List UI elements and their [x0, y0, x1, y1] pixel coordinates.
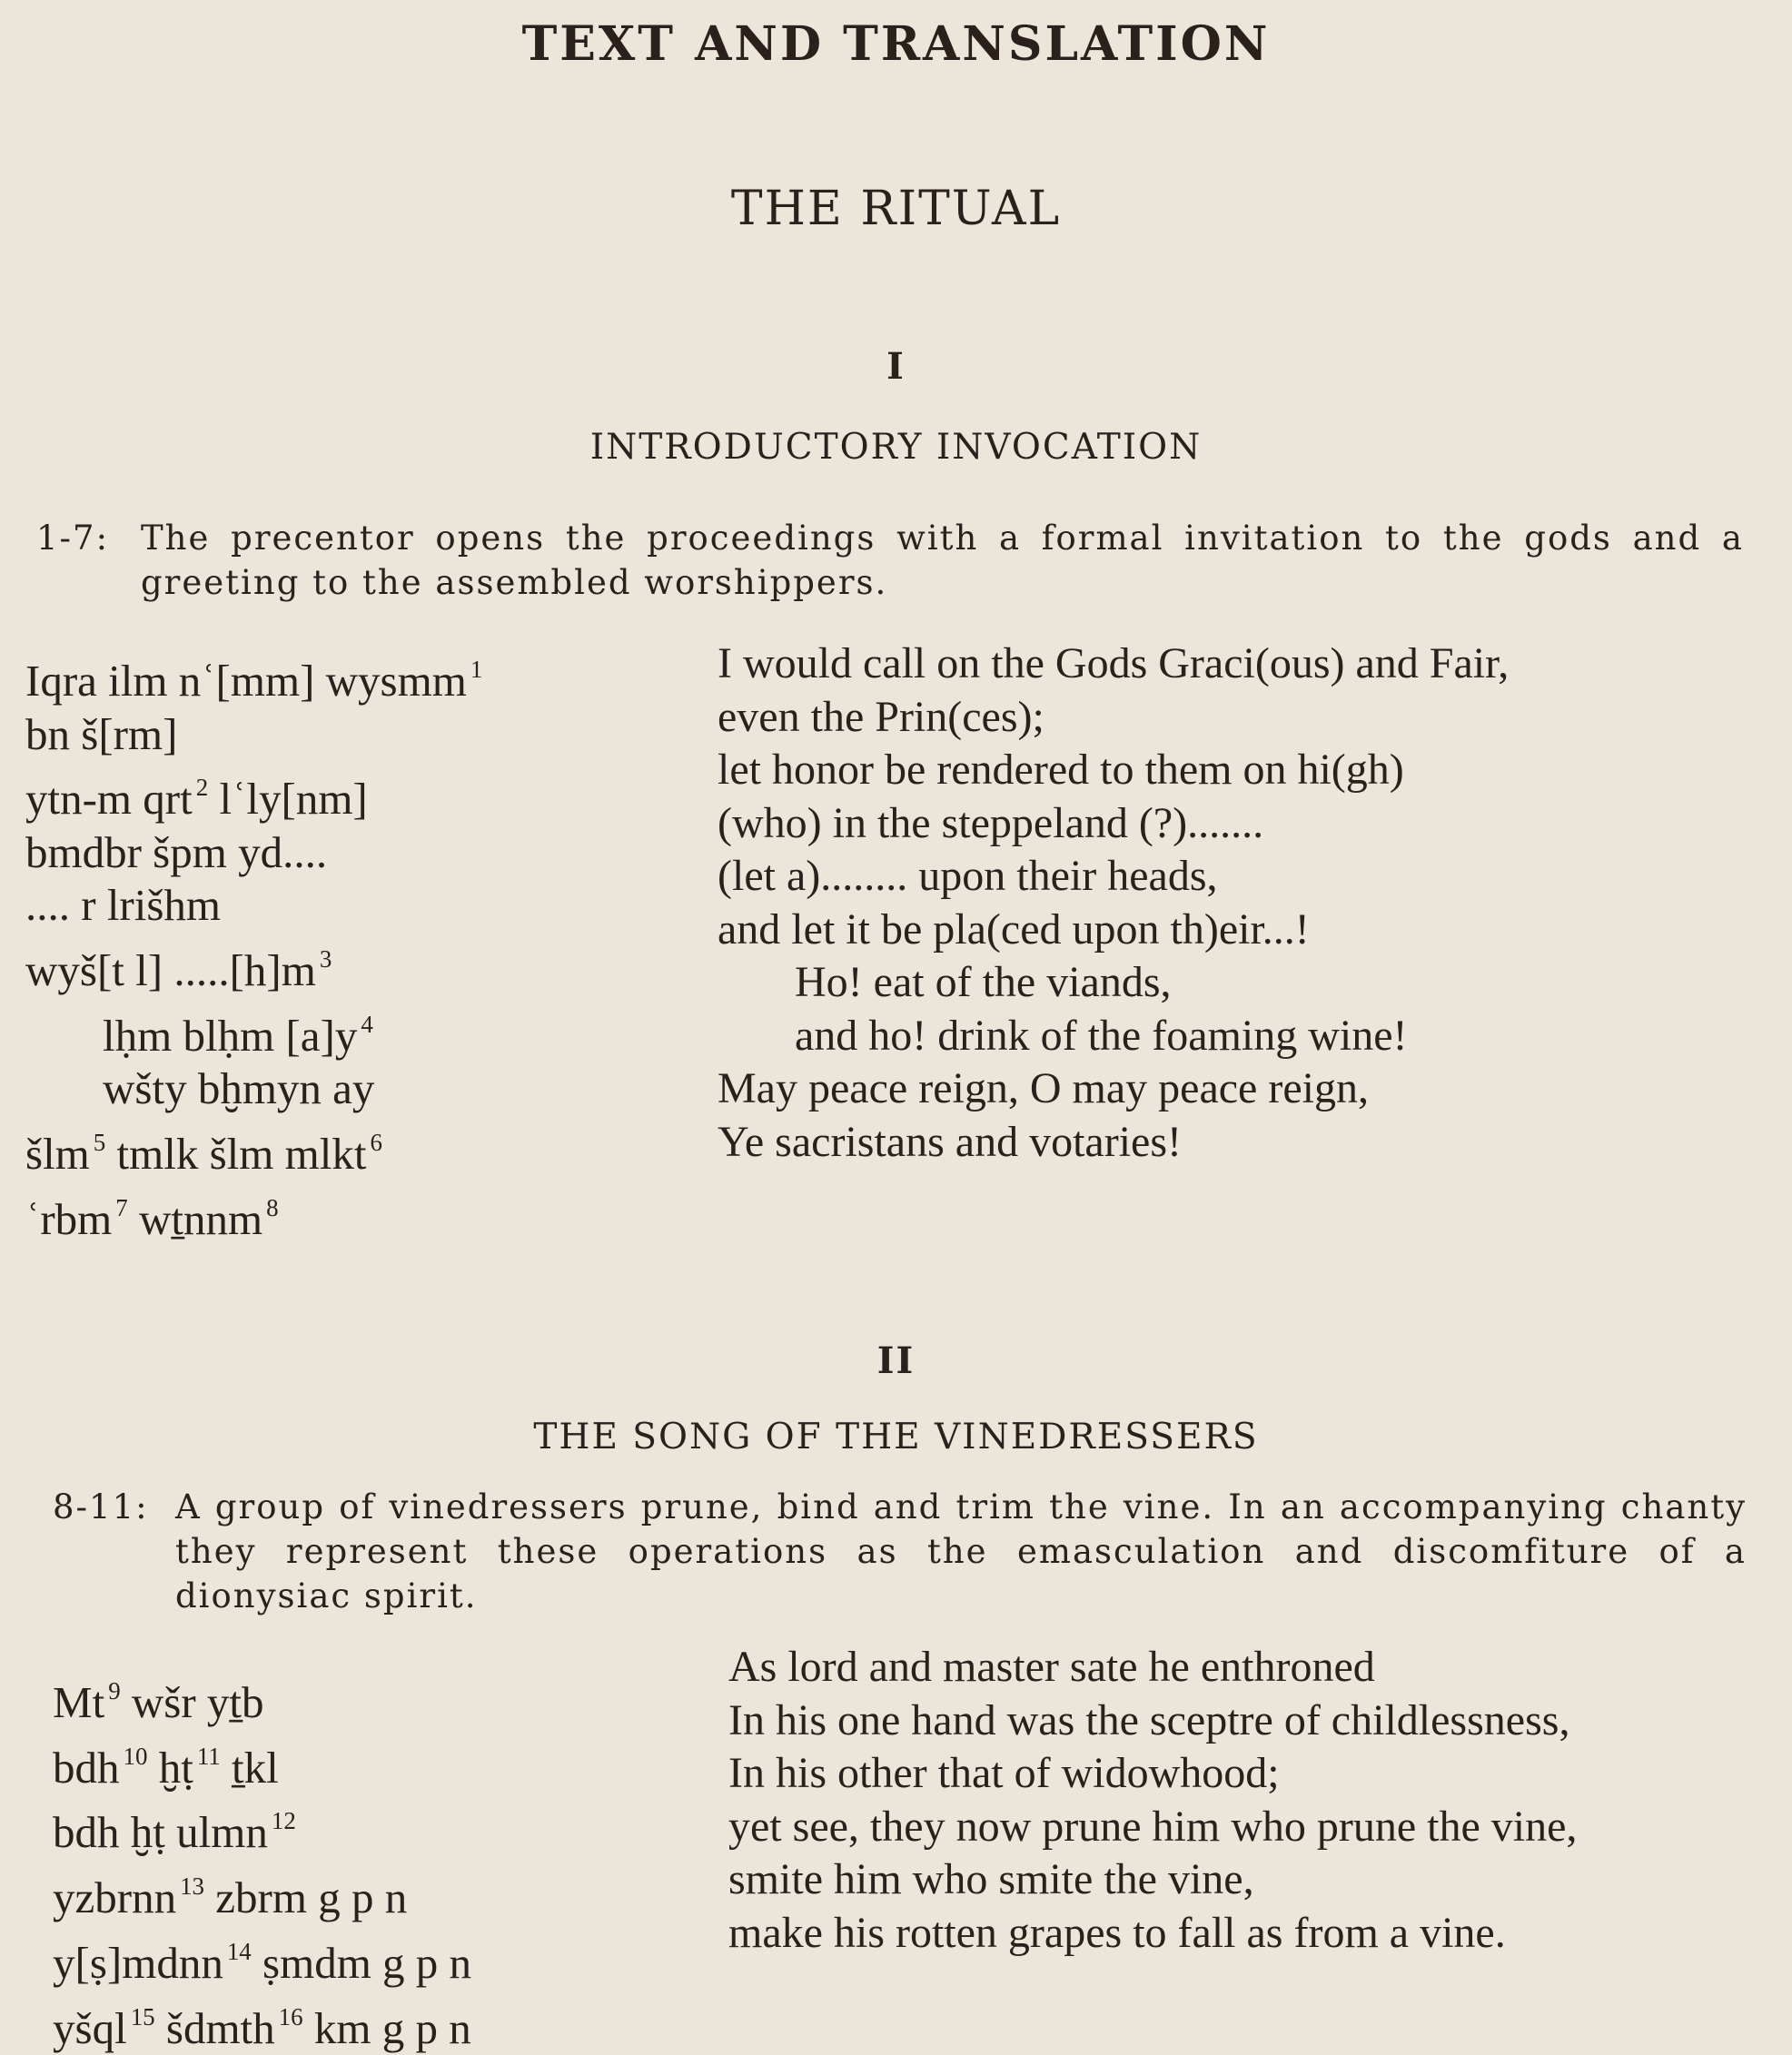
translation-line: even the Prin(ces);	[718, 692, 1045, 741]
ugaritic-text-column	[53, 1665, 471, 2055]
section-heading: THE SONG OF THE VINEDRESSERS	[533, 1417, 1259, 1457]
translation-line: Ho! eat of the viands,	[795, 958, 1172, 1006]
note-line-range: 8-11:	[53, 1487, 149, 1526]
translation-line: As lord and master sate he enthroned	[728, 1643, 1375, 1691]
text-line: ytn-m qrt $^2$ lʿly[nm]	[25, 774, 368, 825]
section-numeral: I	[886, 345, 906, 388]
section-heading: INTRODUCTORY INVOCATION	[589, 427, 1203, 468]
text-line: Iqra ilm nʿ[mm] wysmm $^1$	[25, 656, 483, 706]
text-line: y[ṣ]mdnn $^{14}$ ṣmdm g p n	[53, 1937, 472, 1989]
text-line: bdh $^{10}$ ḫṭ $^{11}$ ṯkl	[53, 1742, 279, 1793]
note-text: A group of vinedressers prune, bind and trim the vine. In an accompanying chanty they represent these operations as the emasculation and discomfiture of a dionysiac spirit.	[175, 1487, 1747, 1615]
text-line: bn š[rm]	[25, 708, 178, 759]
translation-line: (who) in the steppeland (?).......	[718, 798, 1264, 847]
translation-line: and let it be pla(ced upon th)eir...!	[718, 904, 1310, 953]
section-numeral: II	[876, 1339, 916, 1382]
translation-column	[728, 1641, 1577, 1960]
text-line: yzbrnn $^{13}$ zbrm g p n	[53, 1872, 408, 1923]
text-line: lḥm blḥm [a]y $^4$	[103, 1010, 373, 1061]
text-line: šlm $^5$ tmlk šlm mlkt $^6$	[25, 1128, 382, 1180]
text-line: yšql $^{15}$ šdmth $^{16}$ km g p n	[53, 2002, 471, 2053]
section-note	[36, 516, 1744, 616]
text-line: bdh ḫṭ ulmn $^{12}$	[53, 1807, 296, 1858]
text-line: Mt $^9$ wšr yṯb	[53, 1677, 264, 1728]
translation-column	[718, 637, 1509, 1169]
translation-line: (let a)........ upon their heads,	[718, 852, 1218, 900]
translation-line: make his rotten grapes to fall as from a vine.	[728, 1908, 1506, 1957]
translation-line: Ye sacristans and votaries!	[718, 1117, 1183, 1166]
translation-line: and ho! drink of the foaming wine!	[795, 1011, 1408, 1060]
section-title: THE RITUAL	[730, 182, 1062, 236]
running-head: TEXT AND TRANSLATION	[521, 16, 1271, 72]
note-line-range: 1-7:	[36, 519, 110, 558]
translation-line: In his other that of widowhood;	[728, 1749, 1280, 1797]
text-line: .... r lrišhm	[25, 880, 222, 931]
translation-line: smite him who smite the vine,	[728, 1855, 1254, 1903]
note-text: The precentor opens the proceedings with a formal invitation to the gods and a greeting to the assembled worshippers.	[141, 519, 1744, 602]
section-note	[53, 1485, 1747, 1630]
translation-line: let honor be rendered to them on hi(gh)	[718, 746, 1404, 794]
text-line: ʿrbm $^7$ wṯnnm $^8$	[25, 1193, 279, 1244]
translation-line: yet see, they now prune him who prune the vine,	[728, 1802, 1578, 1851]
text-line: wšty bḫmyn ay	[103, 1063, 375, 1114]
translation-line: I would call on the Gods Graci(ous) and Fair,	[718, 639, 1510, 687]
text-line: bmdbr špm yd....	[25, 826, 328, 877]
text-line: wyš[t l] .....[h]m $^3$	[25, 944, 332, 996]
translation-line: In his one hand was the sceptre of childlessness,	[728, 1695, 1570, 1744]
ugaritic-text-column	[25, 643, 482, 1246]
translation-line: May peace reign, O may peace reign,	[718, 1064, 1369, 1112]
